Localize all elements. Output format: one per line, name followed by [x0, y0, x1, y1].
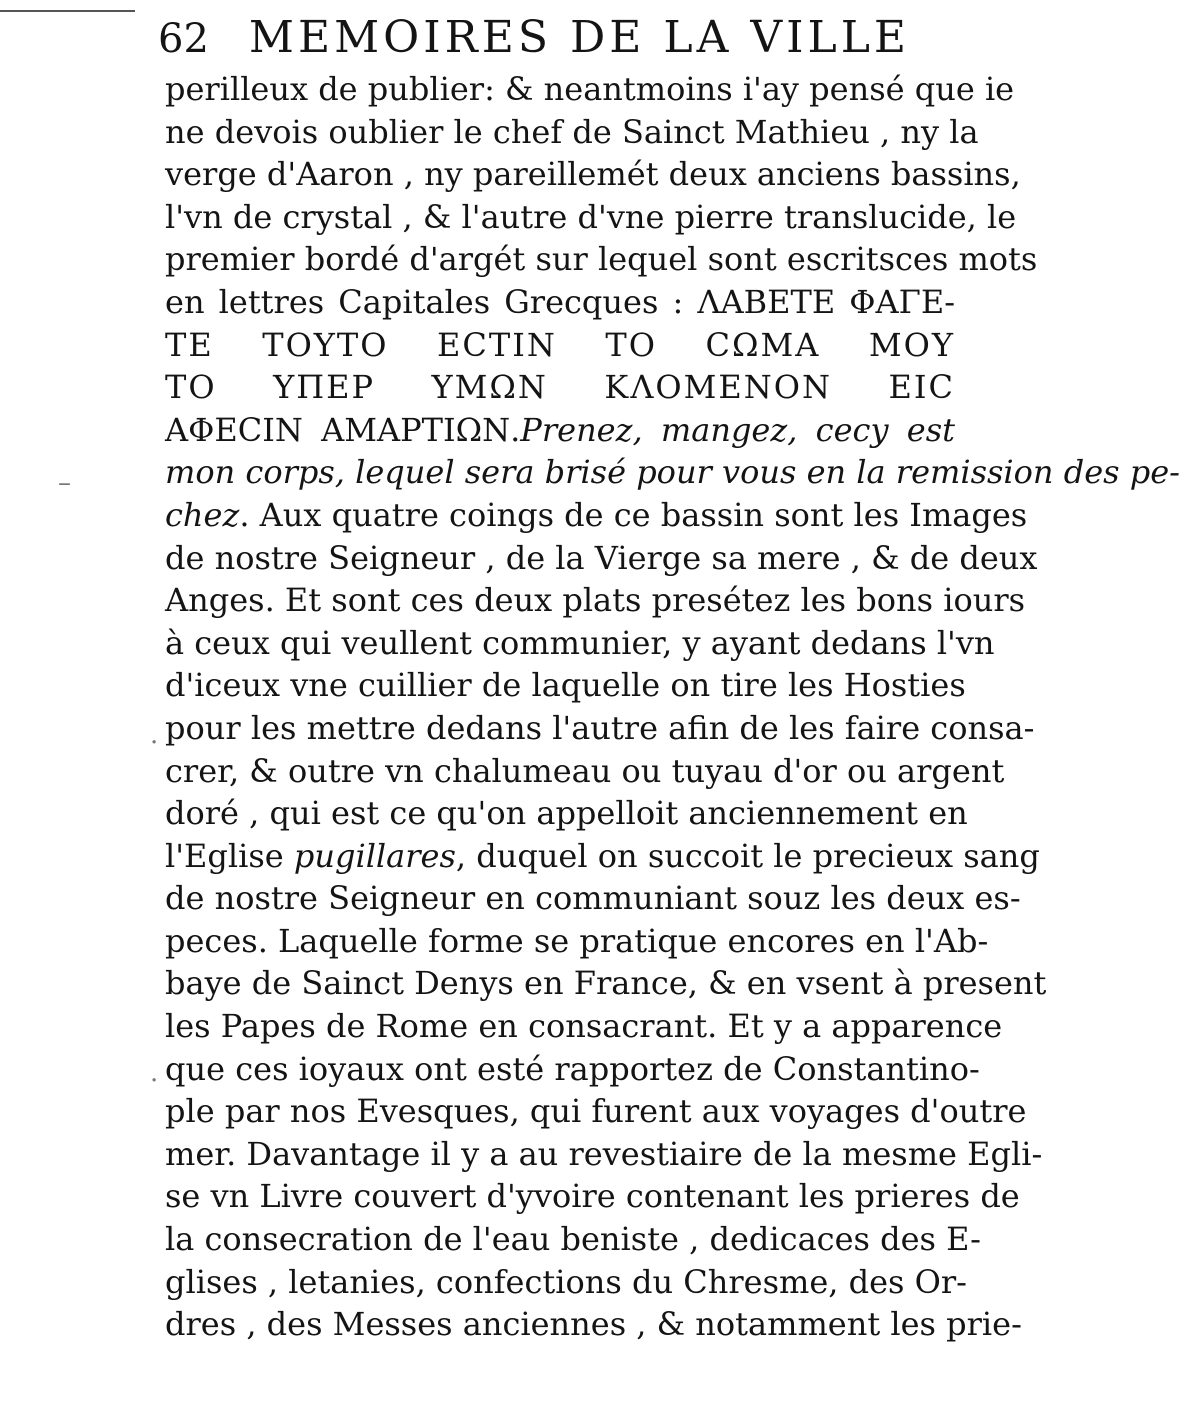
text-line	[165, 238, 1038, 281]
text-line	[165, 366, 955, 409]
text-run: ΤΕ ΤΟΥΤΟ ΕCΤΙΝ ΤΟ CΩΜΑ ΜΟΥ	[165, 325, 955, 364]
text-line	[165, 324, 955, 367]
text-run: ple par nos Evesques, qui furent aux voyages d'outre	[165, 1092, 1027, 1131]
text-run: peces. Laquelle forme se pratique encores en l'Ab-	[165, 921, 989, 960]
text-line	[165, 1303, 1022, 1346]
text-line	[165, 664, 966, 707]
text-run: Anges. Et sont ces deux plats presétez les bons iours	[165, 581, 1026, 620]
text-line	[165, 792, 968, 835]
text-run: ne devois oublier le chef de Sainct Mathieu , ny la	[165, 112, 979, 151]
margin-mark: ·	[150, 728, 159, 758]
text-line	[165, 1090, 1027, 1133]
text-line	[165, 68, 1015, 111]
text-run: l'Eglise	[165, 836, 294, 875]
body-text	[165, 68, 1180, 1346]
text-line	[165, 622, 995, 665]
text-run: l'vn de crystal , & l'autre d'vne pierre translucide, le	[165, 197, 1017, 236]
text-run: perilleux de publier: & neantmoins i'ay pensé que ie	[165, 70, 1015, 108]
page-number: 62	[158, 16, 209, 62]
text-run: ΤΟ ΥΠΕΡ ΥΜΩΝ ΚΛΟΜΕΝΟΝ ΕΙC	[165, 368, 955, 407]
text-line	[165, 877, 1021, 920]
text-run: verge d'Aaron , ny pareillemét deux anciens bassins,	[165, 155, 1021, 194]
margin-mark: ·	[150, 1066, 159, 1096]
text-run: se vn Livre couvert d'yvoire contenant les prieres de	[165, 1177, 1020, 1216]
text-run: que ces ioyaux ont esté rapportez de Constantino-	[165, 1049, 980, 1088]
text-line	[165, 750, 1005, 793]
text-run: à ceux qui veullent communier, y ayant dedans l'vn	[165, 623, 995, 662]
text-run: glises , letanies, confections du Chresme, des Or-	[165, 1262, 967, 1301]
margin-mark: –	[58, 468, 71, 498]
text-line	[165, 196, 1017, 239]
text-run: de nostre Seigneur , de la Vierge sa mere , & de deux	[165, 538, 1038, 577]
italic-run: Prenez, mangez, cecy est	[520, 410, 955, 449]
text-run: baye de Sainct Denys en France, & en vsent à present	[165, 964, 1047, 1003]
top-rule	[0, 10, 135, 12]
text-line	[165, 494, 1028, 537]
text-line	[165, 409, 955, 452]
text-line	[165, 1005, 1003, 1048]
text-line	[165, 707, 1035, 750]
text-run: crer, & outre vn chalumeau ou tuyau d'or ou argent	[165, 751, 1005, 790]
text-line	[165, 962, 1047, 1005]
text-line	[165, 537, 1038, 580]
text-line	[165, 153, 1021, 196]
text-line	[165, 1175, 1020, 1218]
text-run: de nostre Seigneur en communiant souz les deux es-	[165, 879, 1021, 918]
text-run: les Papes de Rome en consacrant. Et y a apparence	[165, 1007, 1003, 1046]
text-line	[165, 579, 1026, 622]
text-run: d'iceux vne cuillier de laquelle on tire les Hosties	[165, 666, 966, 705]
text-line	[165, 835, 1040, 878]
running-title: MEMOIRES DE LA VILLE	[248, 12, 911, 63]
text-line	[165, 1048, 980, 1091]
text-line	[165, 451, 1180, 494]
italic-run: chez	[165, 495, 240, 534]
text-run: pour les mettre dedans l'autre afin de les faire consa-	[165, 708, 1035, 747]
text-run: premier bordé d'argét sur lequel sont escritsces mots	[165, 240, 1038, 279]
italic-run: mon corps, lequel sera brisé pour vous en la remission des pe-	[165, 453, 1180, 492]
text-line	[165, 1218, 981, 1261]
text-run: mer. Davantage il y a au revestiaire de la mesme Egli-	[165, 1134, 1043, 1173]
text-run: en lettres Capitales Grecques : ΛΑΒΕΤΕ ΦΑΓΕ-	[165, 282, 955, 321]
text-line	[165, 1133, 1043, 1176]
text-run: la consecration de l'eau beniste , dedicaces des E-	[165, 1220, 981, 1259]
text-run: , duquel on succoit le precieux sang	[455, 836, 1040, 875]
text-line	[165, 1261, 967, 1304]
text-line	[165, 920, 989, 963]
running-header	[158, 12, 910, 76]
text-line	[165, 281, 955, 324]
text-line	[165, 111, 979, 154]
text-run: ΑΦΕCΙΝ ΑΜΑΡΤΙΩΝ.	[165, 410, 521, 449]
text-run: dres , des Messes anciennes , & notamment les prie-	[165, 1305, 1022, 1344]
italic-run: pugillares	[293, 836, 456, 875]
text-run: doré , qui est ce qu'on appelloit anciennement en	[165, 794, 968, 833]
text-run: . Aux quatre coings de ce bassin sont les Images	[239, 495, 1028, 534]
